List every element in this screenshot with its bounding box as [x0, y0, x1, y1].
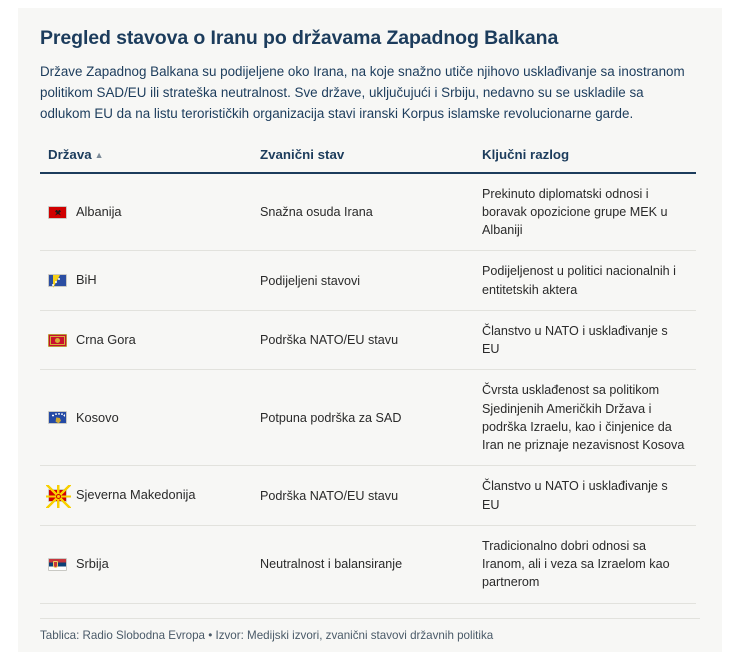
- albania-flag-icon: [48, 206, 67, 219]
- montenegro-flag-icon: [48, 334, 67, 347]
- cell-reason: Članstvo u NATO i usklađivanje s EU: [474, 466, 696, 526]
- sort-ascending-icon[interactable]: ▲: [94, 150, 104, 161]
- column-header-stance[interactable]: Zvanični stav: [252, 143, 474, 173]
- table-row: [40, 525, 696, 603]
- country-label: BiH: [76, 272, 97, 288]
- kosovo-flag-icon: [48, 411, 67, 424]
- cell-stance: Podrška NATO/EU stavu: [252, 466, 474, 526]
- cell-stance: Snažna osuda Irana: [252, 173, 474, 251]
- cell-country: [40, 173, 252, 251]
- cell-country: [40, 251, 252, 311]
- country-label: Crna Gora: [76, 331, 136, 347]
- cell-reason: Čvrsta usklađenost sa politikom Sjedinjenih Američkih Država i podrška Izraelu, kao i činjenice da Iran ne priznaje nezavisnost Kosova: [474, 370, 696, 466]
- cell-reason: Podijeljenost u politici nacionalnih i entitetskih aktera: [474, 251, 696, 311]
- table-caption: Tablica: Radio Slobodna Evropa • Izvor: Medijski izvori, zvanični stavovi državnih politika: [40, 618, 700, 642]
- bosnia-herzegovina-flag-icon: [48, 274, 67, 287]
- serbia-flag-icon: [48, 558, 67, 571]
- table-header: [40, 143, 696, 173]
- cell-country: [40, 466, 252, 526]
- column-header-country[interactable]: [40, 143, 252, 173]
- cell-stance: Neutralnost i balansiranje: [252, 525, 474, 603]
- table-row: [40, 310, 696, 370]
- cell-country: [40, 370, 252, 466]
- overview-card: [18, 8, 722, 652]
- column-header-country-label: Država: [48, 146, 92, 162]
- cell-reason: Članstvo u NATO i usklađivanje s EU: [474, 310, 696, 370]
- cell-country: [40, 310, 252, 370]
- cell-stance: Podijeljeni stavovi: [252, 251, 474, 311]
- column-header-reason[interactable]: Ključni razlog: [474, 143, 696, 173]
- cell-reason: Prekinuto diplomatski odnosi i boravak opozicione grupe MEK u Albaniji: [474, 173, 696, 251]
- country-stance-table: [40, 143, 696, 604]
- table-row: [40, 251, 696, 311]
- country-label: Kosovo: [76, 409, 119, 425]
- country-label: Albanija: [76, 203, 122, 219]
- country-label: Srbija: [76, 556, 109, 572]
- cell-country: [40, 525, 252, 603]
- intro-paragraph: Države Zapadnog Balkana su podijeljene oko Irana, na koje snažno utiče njihovo usklađivanje sa inostranom politikom SAD/EU ili strateška neutralnost. Sve države, uključujući i Srbiju, nedavno su se uskladile sa odlukom EU da na listu terorističkih organizacija stavi iranski Korpus islamske revolucionarne garde.: [40, 64, 685, 121]
- table-header-row: [40, 143, 696, 173]
- table-row: [40, 466, 696, 526]
- cell-stance: Podrška NATO/EU stavu: [252, 310, 474, 370]
- table-row: [40, 173, 696, 251]
- north-macedonia-flag-icon: [48, 489, 67, 502]
- table-body: [40, 173, 696, 604]
- page-title: Pregled stavova o Iranu po državama Zapadnog Balkana: [40, 27, 559, 49]
- cell-reason: Tradicionalno dobri odnosi sa Iranom, ali i veza sa Izraelom kao partnerom: [474, 525, 696, 603]
- cell-stance: Potpuna podrška za SAD: [252, 370, 474, 466]
- table-row: [40, 370, 696, 466]
- country-label: Sjeverna Makedonija: [76, 487, 196, 503]
